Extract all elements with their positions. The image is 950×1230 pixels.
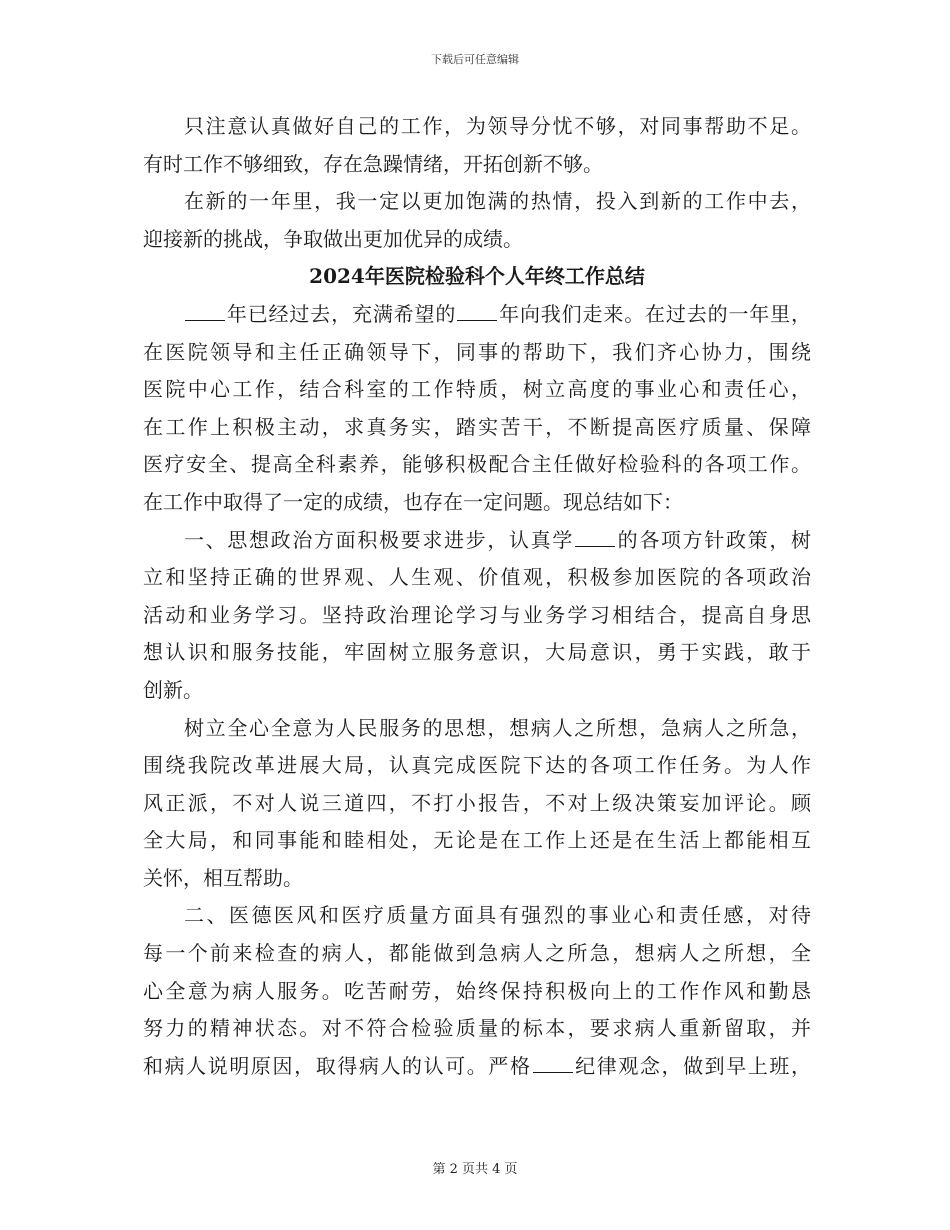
body-text-segment: 年向我们走来。在过去的一年里， [498, 301, 812, 326]
body-line: 在新的一年里，我一定以更加饱满的热情，投入到新的工作中去， [184, 189, 811, 214]
body-line-with-blanks [143, 522, 811, 560]
body-line: 在工作中取得了一定的成绩，也存在一定问题。现总结如下： [143, 489, 683, 514]
body-line: 想认识和服务技能，牢固树立服务意识，大局意识，勇于实践，敢于 [143, 640, 811, 665]
section-title: 2024年医院检验科个人年终工作总结 [309, 264, 645, 289]
body-line: 二、医德医风和医疗质量方面具有强烈的事业心和责任感，对待 [184, 903, 811, 928]
body-text-segment: 年已经过去，充满希望的 [226, 301, 457, 326]
body-text-segment: 一、思想政治方面积极要求进步，认真学 [184, 527, 574, 552]
document-body [143, 108, 811, 1085]
body-line-with-blanks [143, 1048, 811, 1086]
body-line: 树立全心全意为人民服务的思想，想病人之所想，急病人之所急， [184, 715, 811, 740]
body-line: 立和坚持正确的世界观、人生观、价值观，积极参加医院的各项政治 [143, 565, 811, 590]
body-line: 心全意为病人服务。吃苦耐劳，始终保持积极向上的工作作风和勤恳 [143, 978, 811, 1003]
body-line: 在医院领导和主任正确领导下，同事的帮助下，我们齐心协力，围绕 [143, 339, 811, 364]
body-line: 努力的精神状态。对不符合检验质量的标本，要求病人重新留取，并 [143, 1016, 811, 1041]
fill-blank [575, 524, 615, 547]
body-line: 医院中心工作，结合科室的工作特质，树立高度的事业心和责任心， [143, 377, 811, 402]
body-line: 有时工作不够细致，存在急躁情绪，开拓创新不够。 [143, 151, 603, 176]
page-number: 第 2 页共 4 页 [432, 1162, 518, 1177]
fill-blank [457, 298, 497, 321]
body-line: 创新。 [143, 677, 203, 702]
body-line: 围绕我院改革进展大局，认真完成医院下达的各项工作任务。为人作 [143, 753, 811, 778]
fill-blank [185, 298, 225, 321]
fill-blank [533, 1050, 573, 1073]
body-line: 每一个前来检查的病人，都能做到急病人之所急，想病人之所想，全 [143, 941, 811, 966]
body-line: 医疗安全、提高全科素养，能够积极配合主任做好检验科的各项工作。 [143, 452, 811, 477]
body-line: 关怀，相互帮助。 [143, 865, 303, 890]
body-line-with-blanks [143, 296, 811, 334]
body-line: 活动和业务学习。坚持政治理论学习与业务学习相结合，提高自身思 [143, 602, 811, 627]
body-text-segment: 的各项方针政策，树 [616, 527, 812, 552]
body-line: 风正派，不对人说三道四，不打小报告，不对上级决策妄加评论。顾 [143, 790, 811, 815]
body-text-segment: 和病人说明原因，取得病人的认可。严格 [143, 1053, 532, 1078]
body-line: 迎接新的挑战，争取做出更加优异的成绩。 [143, 226, 523, 251]
page-header: 下载后可任意编辑 [431, 53, 519, 66]
body-line: 在工作上积极主动，求真务实，踏实苦干，不断提高医疗质量、保障 [143, 414, 811, 439]
body-line: 只注意认真做好自己的工作，为领导分忧不够，对同事帮助不足。 [184, 114, 811, 138]
body-text-segment: 纪律观念，做到早上班， [573, 1053, 812, 1078]
body-line: 全大局，和同事能和睦相处，无论是在工作上还是在生活上都能相互 [143, 828, 811, 853]
